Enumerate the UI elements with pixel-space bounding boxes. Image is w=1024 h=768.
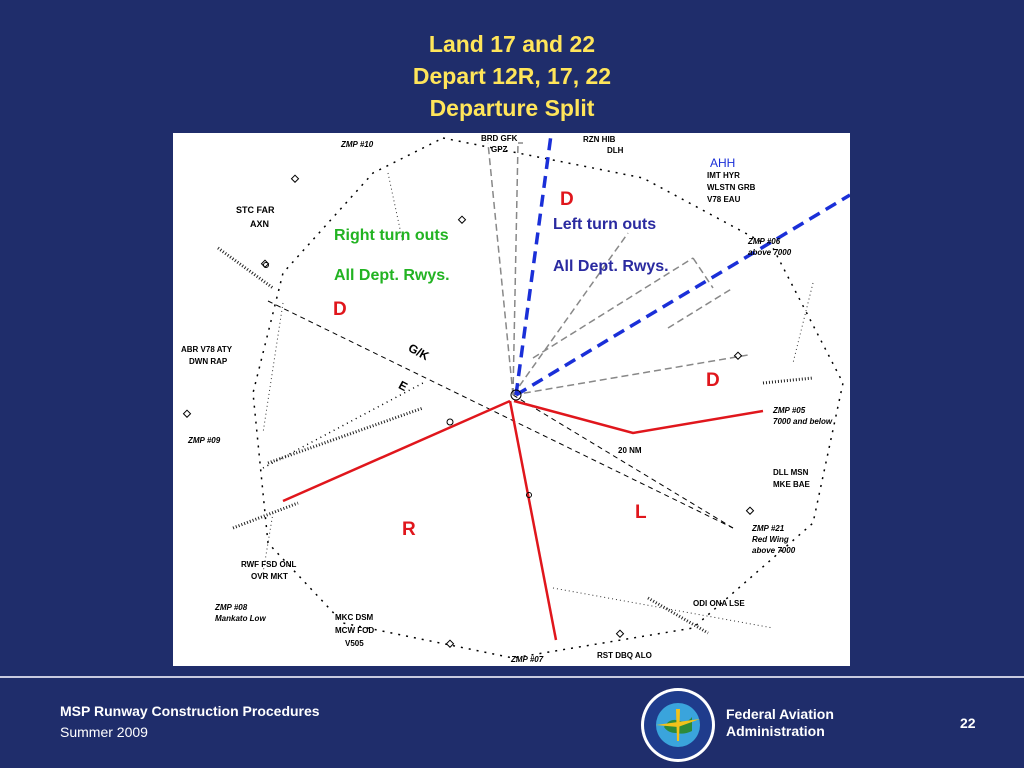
fixes-rst: RST DBQ ALO (597, 651, 652, 660)
fixes-rzn-hib: RZN HIB (583, 135, 616, 144)
fix-ahh: AHH (710, 156, 736, 170)
fixes-mkc-3: V505 (345, 639, 364, 648)
fixes-odi: ODI ONA LSE (693, 599, 745, 608)
fixes-dll-1: DLL MSN (773, 468, 809, 477)
label-zmp08-sub: Mankato Low (215, 614, 266, 623)
label-20nm: 20 NM (618, 446, 642, 455)
label-zmp21-sub-2: above 7000 (752, 546, 796, 555)
fix-gpz: GPZ (491, 145, 508, 154)
fixes-abr-2: DWN RAP (189, 357, 228, 366)
page-number: 22 (960, 715, 976, 731)
fix-ahh-2: WLSTN GRB (707, 183, 756, 192)
sector-r: R (402, 519, 416, 540)
sector-d-left: D (333, 299, 347, 320)
fix-dlh: DLH (607, 146, 624, 155)
title-line-1: Land 17 and 22 (428, 31, 596, 57)
dotted-line-w (263, 383, 423, 468)
faa-name-line-1: Federal Aviation (726, 706, 834, 722)
fixes-mkc-1: MKC DSM (335, 613, 374, 622)
fixes-rwf-1: RWF FSD ONL (241, 560, 297, 569)
fix-ahh-3: V78 EAU (707, 195, 741, 204)
faa-name-line-2: Administration (726, 723, 825, 739)
title-line-3: Departure Split (429, 95, 595, 121)
faa-seal-logo (640, 687, 716, 763)
label-zmp07: ZMP #07 (511, 655, 544, 664)
label-zmp21: ZMP #21 (752, 524, 785, 533)
sector-d-top: D (560, 189, 574, 210)
airspace-boundary (253, 138, 843, 658)
dashed-line-se (513, 395, 733, 528)
footer-subtitle: Summer 2009 (60, 724, 148, 740)
left-turn-all-rwys: All Dept. Rwys. (553, 258, 669, 275)
fixes-abr-1: ABR V78 ATY (181, 345, 233, 354)
footer-title: MSP Runway Construction Procedures (60, 703, 320, 719)
title-line-2: Depart 12R, 17, 22 (412, 63, 612, 89)
fixes-dll-2: MKE BAE (773, 480, 810, 489)
fix-ahh-1: IMT HYR (707, 171, 740, 180)
fixes-stc-far: STC FAR (236, 205, 275, 215)
slide-title (0, 28, 1024, 124)
fixes-rwf-2: OVR MKT (251, 572, 288, 581)
faa-name (726, 706, 834, 740)
label-zmp10: ZMP #10 (341, 140, 374, 149)
right-turn-all-rwys: All Dept. Rwys. (334, 267, 450, 284)
footer-divider (0, 676, 1024, 678)
left-turn-outs: Left turn outs (553, 216, 657, 233)
departure-map (173, 133, 850, 666)
right-turn-outs: Right turn outs (334, 227, 449, 244)
red-routes (283, 401, 763, 640)
label-gk: G/K (405, 340, 432, 364)
label-zmp09: ZMP #09 (188, 436, 221, 445)
label-zmp05: ZMP #05 (773, 406, 806, 415)
fix-axn: AXN (250, 219, 270, 229)
sector-d-right: D (706, 370, 720, 391)
label-zmp06-alt: above 7000 (748, 248, 792, 257)
sector-l: L (635, 502, 647, 523)
fixes-brd-gfk: BRD GFK (481, 134, 518, 143)
fixes-mkc-2: MCW FOD (335, 626, 375, 635)
label-e: E (396, 377, 410, 395)
label-zmp06: ZMP #06 (748, 237, 781, 246)
label-zmp21-sub-1: Red Wing (752, 535, 789, 544)
label-zmp05-alt: 7000 and below (773, 417, 833, 426)
label-zmp08: ZMP #08 (215, 603, 248, 612)
dashed-line-nw (268, 301, 733, 528)
